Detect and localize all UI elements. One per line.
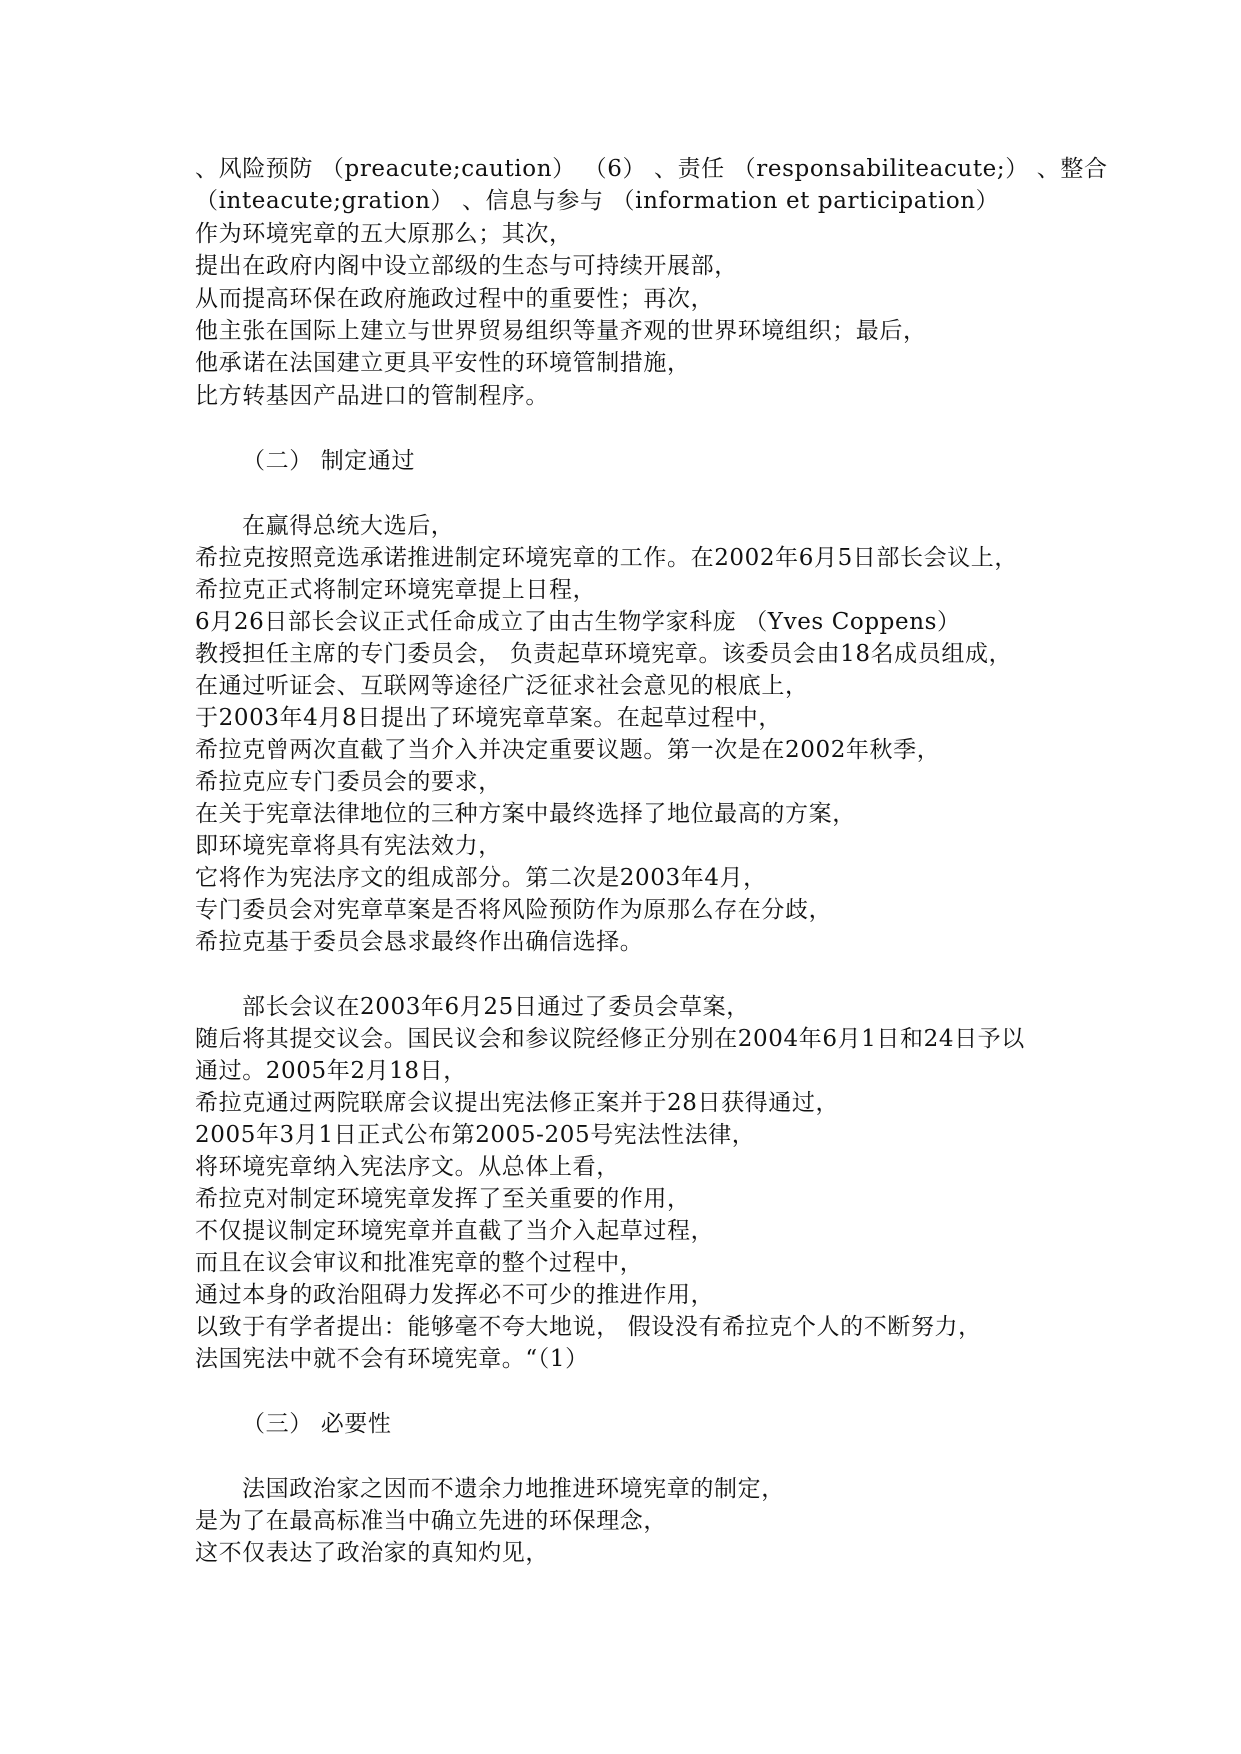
text-line: 法国宪法中就不会有环境宪章。“（1）	[195, 1346, 589, 1372]
text-line: 希拉克通过两院联席会议提出宪法修正案并于28日获得通过，	[195, 1090, 840, 1116]
text-line: 从而提高环保在政府施政过程中的重要性；再次，	[195, 286, 715, 312]
text-line: 在通过听证会、互联网等途径广泛征求社会意见的根底上，	[195, 673, 809, 699]
text-line: 希拉克正式将制定环境宪章提上日程，	[195, 577, 597, 603]
text-line: 希拉克按照竞选承诺推进制定环境宪章的工作。在2002年6月5日部长会议上，	[195, 545, 1018, 571]
text-line: 、风险预防 （preacute;caution） （6） 、责任 （responsabiliteacute;） 、整合	[195, 156, 1108, 182]
text-line: 而且在议会审议和批准宪章的整个过程中，	[195, 1250, 644, 1276]
text-line: 通过。2005年2月18日，	[195, 1058, 467, 1084]
section-heading-3: （三） 必要性	[242, 1411, 392, 1437]
text-line: 这不仅表达了政治家的真知灼见，	[195, 1540, 549, 1566]
text-line: 专门委员会对宪章草案是否将风险预防作为原那么存在分歧，	[195, 897, 833, 923]
text-line: 以致于有学者提出：能够毫不夸大地说， 假设没有希拉克个人的不断努力，	[195, 1314, 982, 1340]
text-line: 提出在政府内阁中设立部级的生态与可持续开展部，	[195, 253, 738, 279]
text-line: （inteacute;gration） 、信息与参与 （information et participation）	[195, 188, 1000, 214]
text-line: 通过本身的政治阻碍力发挥必不可少的推进作用，	[195, 1282, 715, 1308]
text-line: 他承诺在法国建立更具平安性的环境管制措施，	[195, 350, 691, 376]
text-line: 希拉克基于委员会恳求最终作出确信选择。	[195, 929, 644, 955]
text-line: 随后将其提交议会。国民议会和参议院经修正分别在2004年6月1日和24日予以	[195, 1026, 1025, 1052]
text-line: 将环境宪章纳入宪法序文。从总体上看，	[195, 1154, 620, 1180]
text-line: 6月26日部长会议正式任命成立了由古生物学家科庞 （Yves Coppens）	[195, 609, 961, 635]
paragraph-first-line: 在赢得总统大选后，	[242, 513, 455, 539]
text-line: 希拉克应专门委员会的要求，	[195, 769, 502, 795]
text-line: 它将作为宪法序文的组成部分。第二次是2003年4月，	[195, 865, 767, 891]
section-heading-2: （二） 制定通过	[242, 448, 416, 474]
text-line: 希拉克对制定环境宪章发挥了至关重要的作用，	[195, 1186, 691, 1212]
text-line: 他主张在国际上建立与世界贸易组织等量齐观的世界环境组织；最后，	[195, 318, 927, 344]
text-line: 比方转基因产品进口的管制程序。	[195, 383, 549, 409]
text-line: 在关于宪章法律地位的三种方案中最终选择了地位最高的方案，	[195, 801, 856, 827]
paragraph-first-line: 部长会议在2003年6月25日通过了委员会草案，	[242, 994, 750, 1020]
text-line: 作为环境宪章的五大原那么；其次，	[195, 221, 573, 247]
text-line: 是为了在最高标准当中确立先进的环保理念，	[195, 1508, 667, 1534]
text-line: 即环境宪章将具有宪法效力，	[195, 833, 502, 859]
text-line: 希拉克曾两次直截了当介入并决定重要议题。第一次是在2002年秋季，	[195, 737, 941, 763]
paragraph-first-line: 法国政治家之因而不遗余力地推进环境宪章的制定，	[242, 1476, 785, 1502]
text-line: 不仅提议制定环境宪章并直截了当介入起草过程，	[195, 1218, 715, 1244]
text-line: 于2003年4月8日提出了环境宪章草案。在起草过程中，	[195, 705, 782, 731]
text-line: 2005年3月1日正式公布第2005-205号宪法性法律，	[195, 1122, 756, 1148]
text-line: 教授担任主席的专门委员会， 负责起草环境宪章。该委员会由18名成员组成，	[195, 641, 1013, 667]
